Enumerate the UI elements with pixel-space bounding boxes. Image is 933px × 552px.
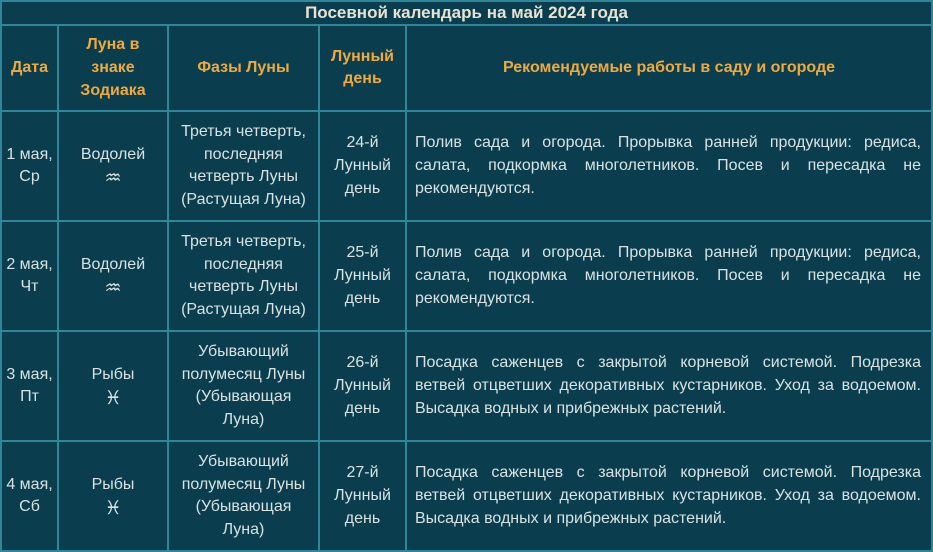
- date-cell: [1, 441, 58, 551]
- garden-works-cell: Полив сада и огорода. Прорывка ранней продукции: редиса, салата, подкормка многолетников. Посев и пересадка не рекомендуются.: [406, 111, 932, 221]
- zodiac-name: Водолей: [80, 145, 146, 163]
- title-row: [1, 1, 932, 25]
- date-weekday: Чт: [20, 278, 39, 296]
- moon-phase-cell: Третья четверть, последняя четверть Луны (Растущая Луна): [168, 221, 319, 331]
- zodiac-name: Рыбы: [91, 365, 135, 383]
- moon-phase-cell: Убывающий полумесяц Луны (Убывающая Луна): [168, 331, 319, 441]
- date-month: мая,: [19, 365, 53, 383]
- zodiac-symbol-icon: ♒: [104, 167, 122, 190]
- table-body: [1, 111, 932, 551]
- zodiac-name: Водолей: [80, 255, 146, 273]
- column-header-row: [1, 25, 932, 111]
- moon-phase-cell: Третья четверть, последняя четверть Луны (Растущая Луна): [168, 111, 319, 221]
- column-header-date: Дата: [1, 25, 58, 111]
- date-month: мая,: [19, 255, 53, 273]
- date-day: 4: [6, 475, 16, 493]
- date-day: 3: [6, 365, 16, 383]
- lunar-day-cell: 25-й Лунный день: [319, 221, 406, 331]
- table-row: [1, 111, 932, 221]
- zodiac-cell: [58, 111, 168, 221]
- date-day: 2: [6, 255, 16, 273]
- column-header-zodiac: Луна в знаке Зодиака: [58, 25, 168, 111]
- column-header-lunar-day: Лунный день: [319, 25, 406, 111]
- zodiac-cell: [58, 221, 168, 331]
- garden-works-cell: Посадка саженцев с закрытой корневой системой. Подрезка ветвей отцветших декоративных кустарников. Уход за водоемом. Высадка водных и прибрежных растений.: [406, 441, 932, 551]
- page-title: Посевной календарь на май 2024 года: [1, 1, 932, 25]
- moon-phase-cell: Убывающий полумесяц Луны (Убывающая Луна): [168, 441, 319, 551]
- table-row: [1, 221, 932, 331]
- lunar-day-cell: 24-й Лунный день: [319, 111, 406, 221]
- lunar-day-cell: 26-й Лунный день: [319, 331, 406, 441]
- garden-works-cell: Посадка саженцев с закрытой корневой системой. Подрезка ветвей отцветших декоративных кустарников. Уход за водоемом. Высадка водных и прибрежных растений.: [406, 331, 932, 441]
- date-month: мая,: [19, 145, 53, 163]
- column-header-works: Рекомендуемые работы в саду и огороде: [406, 25, 932, 111]
- zodiac-cell: [58, 331, 168, 441]
- date-cell: [1, 221, 58, 331]
- column-header-moon-phase: Фазы Луны: [168, 25, 319, 111]
- table-row: [1, 331, 932, 441]
- date-cell: [1, 111, 58, 221]
- lunar-day-cell: 27-й Лунный день: [319, 441, 406, 551]
- date-weekday: Сб: [19, 498, 40, 516]
- zodiac-symbol-icon: ♒: [104, 277, 122, 300]
- date-cell: [1, 331, 58, 441]
- date-day: 1: [6, 145, 16, 163]
- table-row: [1, 441, 932, 551]
- zodiac-symbol-icon: ♓: [104, 387, 122, 410]
- date-weekday: Пт: [20, 388, 39, 406]
- zodiac-symbol-icon: ♓: [104, 497, 122, 520]
- zodiac-cell: [58, 441, 168, 551]
- garden-works-cell: Полив сада и огорода. Прорывка ранней продукции: редиса, салата, подкормка многолетников. Посев и пересадка не рекомендуются.: [406, 221, 932, 331]
- zodiac-name: Рыбы: [91, 475, 135, 493]
- date-weekday: Ср: [19, 168, 40, 186]
- date-month: мая,: [19, 475, 53, 493]
